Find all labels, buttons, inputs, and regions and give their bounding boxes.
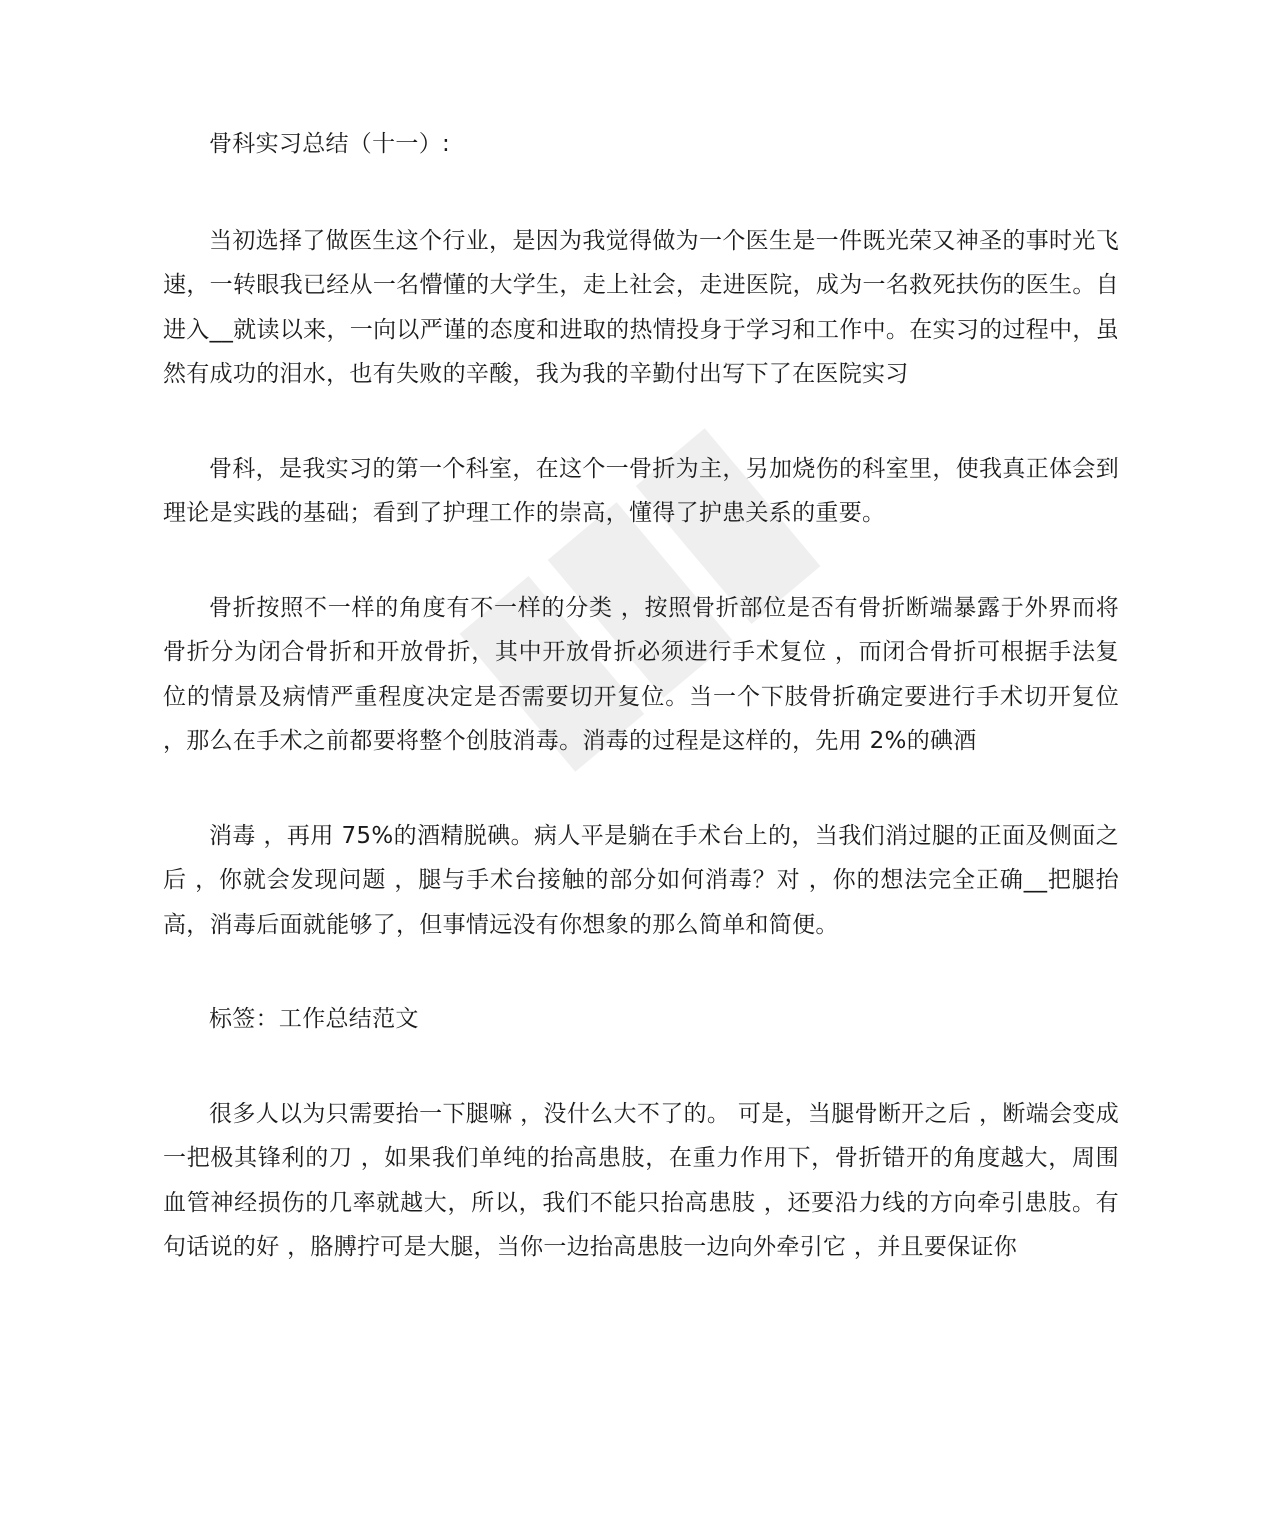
paragraph-disinfection: 消毒 ，再用 75%的酒精脱碘。病人平是躺在手术台上的，当我们消过腿的正面及侧面之后 ，你就会发现问题 ，腿与手术台接触的部分如何消毒？对 ，你的想法完全正确__把腿抬高，消毒后面就能够了，但事情远没有你想象的那么简单和简便。 — [163, 822, 1119, 938]
paragraph-fracture-types: 骨折按照不一样的角度有不一样的分类 ，按照骨折部位是否有骨折断端暴露于外界而将骨折分为闭合骨折和开放骨折，其中开放骨折必须进行手术复位 ，而闭合骨折可根据手法复位的情景及病情严重程度决定是否需要切开复位。当一个下肢骨折确定要进行手术切开复位 ，那么在手术之前都要将整个创肢消毒。消毒的过程是这样的，先用 2%的碘酒 — [163, 594, 1119, 754]
document-body — [163, 122, 1119, 1270]
paragraph-department: 骨科，是我实习的第一个科室，在这个一骨折为主，另加烧伤的科室里，使我真正体会到理论是实践的基础；看到了护理工作的崇高，懂得了护患关系的重要。 — [163, 455, 1119, 526]
document-title: 骨科实习总结（十一）: — [209, 131, 451, 157]
paragraph-tags: 标签：工作总结范文 — [209, 1006, 419, 1032]
paragraph-intro: 当初选择了做医生这个行业，是因为我觉得做为一个医生是一件既光荣又神圣的事时光飞速，一转眼我已经从一名懵懂的大学生，走上社会，走进医院，成为一名救死扶伤的医生。自进入__就读以来，一向以严谨的态度和进取的热情投身于学习和工作中。在实习的过程中，虽然有成功的泪水，也有失败的辛酸，我为我的辛勤付出写下了在医院实习 — [163, 227, 1119, 387]
paragraph-traction: 很多人以为只需要抬一下腿嘛 ，没什么大不了的。 可是，当腿骨断开之后 ，断端会变成一把极其锋利的刀 ，如果我们单纯的抬高患肢，在重力作用下，骨折错开的角度越大，周围血管神经损伤的几率就越大，所以，我们不能只抬高患肢 ，还要沿力线的方向牵引患肢。有句话说的好 ，胳膊拧可是大腿，当你一边抬高患肢一边向外牵引它 ，并且要保证你 — [163, 1100, 1119, 1260]
